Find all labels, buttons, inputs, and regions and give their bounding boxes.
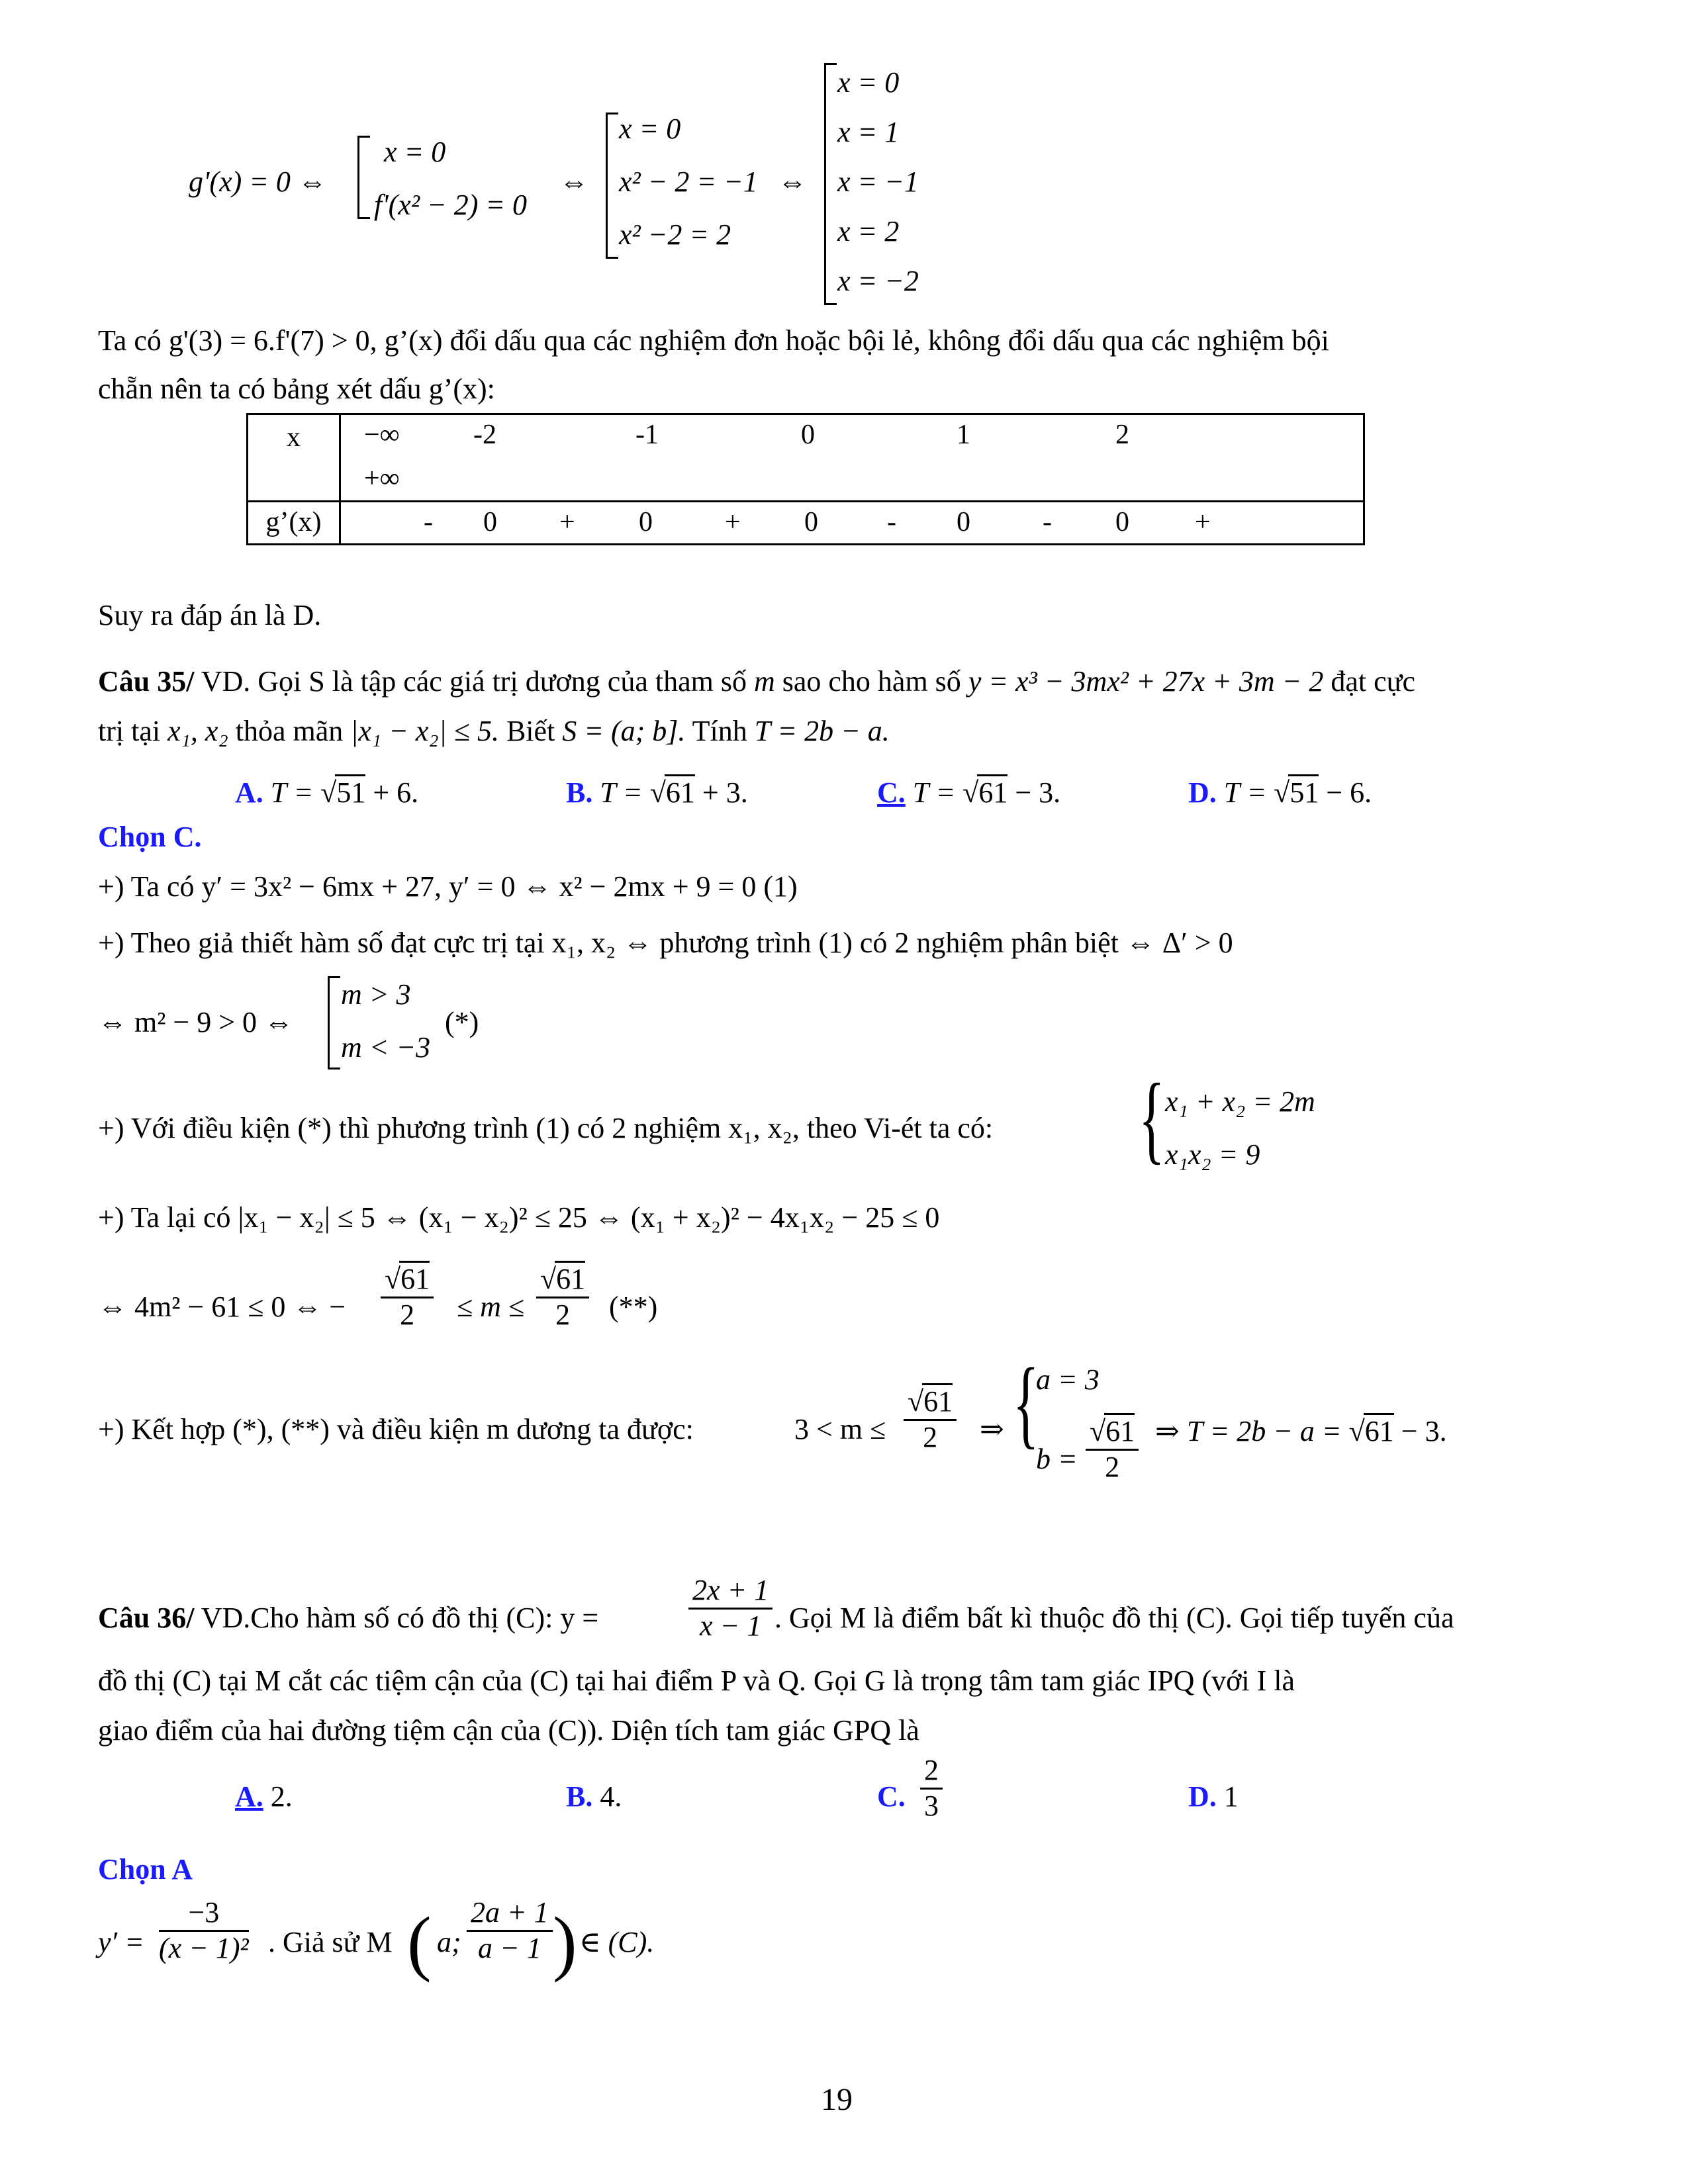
- q35-step1: +) Ta có y′ = 3x² − 6mx + 27, y′ = 0 ⇔ x² − 2mx + 9 = 0 (1): [98, 870, 798, 903]
- frac-sqrt61-2: $\frac{√61}{2}$: [536, 1261, 589, 1332]
- q36-answer: Chọn A: [98, 1853, 193, 1886]
- table-sign-row: [340, 502, 1364, 545]
- q35-option-c: C. T = √61 − 3.: [877, 774, 1060, 810]
- sign-cell: 0: [639, 507, 653, 537]
- table-label-x: x: [248, 414, 340, 502]
- sign-cell: +: [1195, 507, 1211, 537]
- q36-line1-start: Câu 36/ VD.Cho hàm số có đồ thị (C): y =: [98, 1602, 599, 1634]
- q35-line1: Câu 35/ VD. Gọi S là tập các giá trị dương của tham số m sao cho hàm số y = x³ − 3mx² + 27x + 3m − 2 đạt cực: [98, 665, 1415, 698]
- sys3-row1: x = 0: [837, 66, 900, 99]
- q35-answer: Chọn C.: [98, 821, 202, 853]
- q35-option-b: B. T = √61 + 3.: [566, 774, 748, 810]
- page-number: 19: [821, 2082, 853, 2117]
- q35-option-a: A. T = √51 + 6.: [235, 774, 418, 810]
- q35-step5: +) Ta lại có |x₁ − x₂| ≤ 5 ⇔ (x₁ − x₂)² ≤ 25 ⇔ (x₁ + x₂)² − 4x₁x₂ − 25 ≤ 0: [98, 1201, 940, 1234]
- q35-step7-ineq: 3 < m ≤: [794, 1413, 886, 1445]
- para1-line2: chẵn nên ta có bảng xét dấu g’(x):: [98, 373, 495, 405]
- q36-point-a: a;: [437, 1926, 461, 1958]
- bracket-m: [328, 976, 340, 1069]
- sys3-row2: x = 1: [837, 116, 900, 148]
- sys1-row2: f'(x² − 2) = 0: [374, 189, 528, 221]
- sys2-row2: x² − 2 = −1: [619, 165, 758, 198]
- q36-point-fraction: $\frac{2a + 1}{a - 1}$: [467, 1896, 553, 1965]
- q36-line2: đồ thị (C) tại M cắt các tiệm cận của (C) tại hai điểm P và Q. Gọi G là trọng tâm tam giác IPQ (với I là: [98, 1664, 1295, 1697]
- sign-cell: -: [1043, 507, 1052, 537]
- sign-cell: -: [424, 507, 433, 537]
- q35-line2: trị tại x₁, x₂ thỏa mãn |x₁ − x₂| ≤ 5. Biết S = (a; b]. Tính T = 2b − a.: [98, 715, 890, 747]
- sign-cell: 0: [483, 507, 497, 537]
- sys2-row1: x = 0: [619, 113, 681, 145]
- sign-cell: 0: [1115, 507, 1129, 537]
- sign-cell: +: [725, 507, 741, 537]
- q36-option-d: D. 1: [1188, 1780, 1239, 1813]
- q36-step1-mid: . Giả sử M: [268, 1926, 393, 1958]
- q35-step6-tag: (**): [609, 1291, 658, 1323]
- paren-left: (: [407, 1902, 432, 1983]
- sys2-row3: x² −2 = 2: [619, 218, 731, 251]
- brace-ab: {: [1013, 1348, 1039, 1458]
- table-x-values: [340, 414, 1364, 502]
- x-value: 2: [1115, 420, 1129, 450]
- sys3-row5: x = −2: [837, 265, 919, 297]
- q36-option-a: A. 2.: [235, 1780, 293, 1813]
- conclusion-1: Suy ra đáp án là D.: [98, 599, 322, 631]
- frac-step7-bound: $\frac{√61}{2}$: [904, 1383, 957, 1454]
- para1-line1: Ta có g'(3) = 6.f'(7) > 0, g’(x) đổi dấu qua các nghiệm đơn hoặc bội lẻ, không đổi dấu qua các nghiệm bội: [98, 324, 1329, 357]
- sign-cell: 0: [957, 507, 970, 537]
- q36-line3: giao điểm của hai đường tiệm cận của (C)). Diện tích tam giác GPQ là: [98, 1714, 919, 1747]
- sign-cell: -: [887, 507, 896, 537]
- sign-cell: +: [559, 507, 575, 537]
- q36-line1-end: . Gọi M là điểm bất kì thuộc đồ thị (C). Gọi tiếp tuyến của: [774, 1602, 1454, 1634]
- frac-b-value: $\frac{√61}{2}$: [1086, 1413, 1139, 1484]
- x-value: 0: [801, 420, 815, 450]
- q36-option-b: B. 4.: [566, 1780, 622, 1813]
- sys1-row1: x = 0: [384, 136, 446, 168]
- q35-step3-row2: m < −3: [341, 1031, 431, 1064]
- q35-step7-b: b =: [1036, 1443, 1078, 1475]
- sys3-row4: x = 2: [837, 215, 900, 248]
- q35-step7: +) Kết hợp (*), (**) và điều kiện m dương ta được:: [98, 1413, 694, 1445]
- sys3-row3: x = −1: [837, 165, 919, 198]
- q35-step7-a: a = 3: [1036, 1363, 1100, 1396]
- frac-neg-sqrt61-2: $\frac{√61}{2}$: [381, 1261, 434, 1332]
- iff-symbol-1: ⇔: [559, 165, 588, 198]
- x-value: -1: [635, 420, 659, 450]
- x-value: -2: [473, 420, 496, 450]
- q35-step4: +) Với điều kiện (*) thì phương trình (1) có 2 nghiệm x₁, x₂, theo Vi-ét ta có:: [98, 1112, 994, 1144]
- x-value: 1: [957, 420, 970, 450]
- q35-step3-tag: (*): [445, 1006, 479, 1038]
- q36-derivative-fraction: $\frac{-3}{\text{(x − 1)²}}$: [159, 1896, 249, 1964]
- q35-step6-mid: ≤ m ≤: [457, 1291, 525, 1323]
- bracket-3: [824, 63, 837, 305]
- bracket-2: [606, 113, 618, 259]
- paren-right: ): [553, 1902, 577, 1983]
- q36-step1-lhs: y′ =: [98, 1926, 144, 1958]
- q35-step7-imp: ⇒: [980, 1413, 1004, 1445]
- q35-step3-row1: m > 3: [341, 978, 411, 1011]
- iff-symbol-2: ⇔: [778, 165, 807, 198]
- q35-vieta-row1: x₁ + x₂ = 2m: [1165, 1085, 1315, 1118]
- q36-step1-end: ∈ (C).: [579, 1926, 655, 1958]
- q36-option-c: C.: [877, 1780, 906, 1813]
- q35-step2: +) Theo giả thiết hàm số đạt cực trị tại x₁, x₂ ⇔ phương trình (1) có 2 nghiệm phân biệt ⇔ Δ′ > 0: [98, 927, 1233, 959]
- q35-step6-lhs: ⇔ 4m² − 61 ≤ 0 ⇔ −: [98, 1291, 346, 1323]
- bracket-1: [357, 136, 370, 219]
- brace-vieta: {: [1139, 1064, 1165, 1173]
- sign-table: [246, 413, 1365, 545]
- q35-option-d: D. T = √51 − 6.: [1188, 774, 1372, 810]
- x-pos-inf: +∞: [364, 463, 400, 494]
- q36-option-c-fraction: $\frac{2}{3}$: [920, 1754, 943, 1823]
- q35-step7-result: ⇒ T = 2b − a = √61 − 3.: [1155, 1413, 1447, 1449]
- sign-cell: 0: [804, 507, 818, 537]
- table-label-gprime: g’(x): [248, 502, 340, 545]
- q35-step3-lhs: ⇔ m² − 9 > 0 ⇔: [98, 1006, 294, 1038]
- q35-vieta-row2: x₁x₂ = 9: [1165, 1138, 1260, 1171]
- x-neg-inf: −∞: [364, 420, 400, 450]
- q36-function-fraction: $\frac{2x + 1}{x - 1}$: [688, 1574, 773, 1643]
- eq-g-prime-lhs: g'(x) = 0 ⇔: [189, 165, 327, 198]
